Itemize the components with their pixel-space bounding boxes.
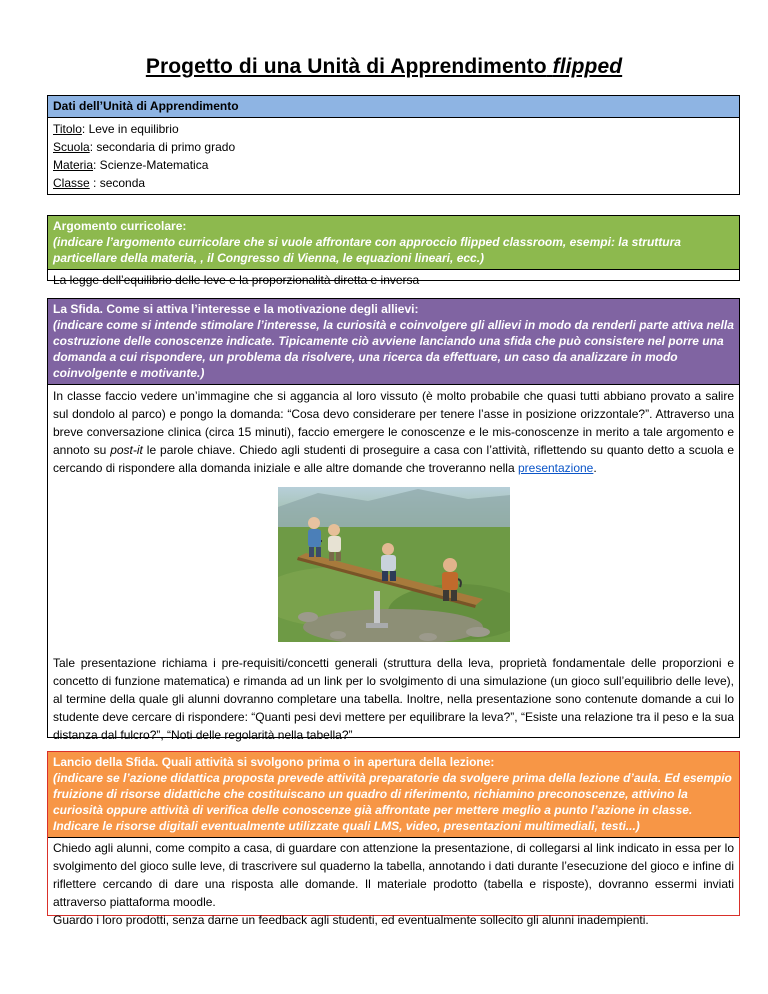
titolo-value: : Leve in equilibrio <box>81 122 179 136</box>
curricular-topic-text: La legge dell’equilibrio delle leve e la proporzionalità diretta e inversa <box>53 273 420 287</box>
challenge-title: La Sfida. Come si attiva l’interesse e la motivazione degli allievi: <box>53 302 419 316</box>
challenge-launch-box <box>47 751 740 927</box>
unit-data-header <box>48 96 739 118</box>
seesaw-photo <box>278 487 510 642</box>
challenge-launch-note: (indicare se l’azione didattica proposta prevede attività preparatorie da svolgere prima della lezione d’aula. Ed esempio fruizione di risorse didattiche che costituiscano un quadro di riferimento, richiamino preconoscenze, attivino la curiosità oppure attività di verifica delle conoscenze già affrontate per mettere meglio a punto l’azione in classe. Indicare le risorse digitali eventualmente utilizzate quali LMS, video, presentazioni multimediali, testi...) <box>53 771 732 833</box>
scuola-value: : secondaria di primo grado <box>89 140 236 154</box>
materia-label: Materia <box>53 158 94 172</box>
titolo-label: Titolo <box>53 122 82 136</box>
field-classe <box>53 174 734 192</box>
field-titolo <box>53 120 734 138</box>
challenge-paragraph-1: In classe faccio vedere un’immagine che si aggancia al loro vissuto (è molto probabile che quasi tutti abbiano provato a salire sul dondolo al parco) e pongo la domanda: “Cosa devo considerare per tenere l’asse in posizione orizzontale?”. Attraverso una breve conversazione clinica (circa 15 minuti), faccio emergere le conoscenze e le mis-conoscenze in merito a tale argomento e annoto su post-it le parole chiave. Chiedo agli studenti di proseguire a casa con l’attività, riflettendo su quanto detto a scuola e cercando di rispondere alla domanda iniziale e alle altre domande che troveranno nella presentazione. <box>53 389 735 475</box>
field-materia <box>53 156 734 174</box>
title-emphasis: flipped <box>552 55 623 78</box>
unit-data-body <box>48 118 739 195</box>
challenge-header <box>48 299 739 385</box>
curricular-topic-header <box>48 216 739 270</box>
field-scuola <box>53 138 734 156</box>
classe-value: : seconda <box>89 176 146 190</box>
page-title <box>0 55 768 79</box>
seesaw-photo-illustration <box>278 487 510 642</box>
challenge-launch-title: Lancio della Sfida. Quali attività si svolgono prima o in apertura della lezione: <box>53 755 495 769</box>
curricular-topic-box <box>47 215 740 287</box>
title-main: Progetto di una Unità di Apprendimento <box>145 55 547 78</box>
curricular-topic-note: (indicare l’argomento curricolare che si vuole affrontare con approccio flipped classroom, esempi: la struttura particellare della materia, , il Congresso di Vienna, le equazioni lineari, ecc.) <box>53 235 681 265</box>
challenge-launch-header <box>48 752 739 838</box>
challenge-launch-paragraph-2: Guardo i loro prodotti, senza darne un feedback agli studenti, ed eventualmente sollecito gli alunni inadempienti. <box>53 913 649 927</box>
presentation-link[interactable]: presentazione <box>517 461 594 475</box>
challenge-paragraph-2: Tale presentazione richiama i pre-requisiti/concetti generali (struttura della leva, proprietà fondamentale delle proporzioni e concetto di funzione matematica) e rimanda ad un link per lo svolgimento di una simulazione (un gioco sull’equilibrio delle leve), al termine della quale gli alunni dovranno completare una tabella. Inoltre, nella presentazione sono contenute domande a cui lo studente deve cercare di rispondere: “Quanti pesi devi mettere per equilibrare la leva?”, “Esiste una relazione tra il peso e la sua distanza dal fulcro?”, “Noti delle regolarità nella tabella?” <box>53 656 734 742</box>
challenge-launch-body <box>48 838 739 932</box>
challenge-body <box>48 385 739 747</box>
unit-data-header-text: Dati dell’Unità di Apprendimento <box>53 99 239 113</box>
classe-label: Classe <box>53 176 90 190</box>
post-it-term: post-it <box>110 443 143 457</box>
materia-value: : Scienze-Matematica <box>93 158 209 172</box>
challenge-launch-paragraph-1: Chiedo agli alunni, come compito a casa, di guardare con attenzione la presentazione, di collegarsi al link indicato in essa per lo svolgimento del gioco sulle leve, di trascrivere sul quaderno la tabella, annotando i dati durante l’esecuzione del gioco e infine di riflettere cercando di dare una risposta alle domande. Il materiale prodotto (tabella e risposte), dovranno essermi inviati attraverso piattaforma moodle. <box>53 841 734 909</box>
unit-data-box <box>47 95 740 195</box>
scuola-label: Scuola <box>53 140 90 154</box>
curricular-topic-title: Argomento curricolare: <box>53 219 187 233</box>
challenge-note: (indicare come si intende stimolare l’interesse, la curiosità e coinvolgere gli allievi in modo da renderli parte attiva nella costruzione delle conoscenze indicate. Tipicamente ciò avviene lanciando una sfida che può consistere nel porre una domanda a cui rispondere, un problema da risolvere, una ricerca da effettuare, un caso da analizzare in modo coinvolgente e motivante.) <box>53 318 734 380</box>
challenge-box <box>47 298 740 742</box>
